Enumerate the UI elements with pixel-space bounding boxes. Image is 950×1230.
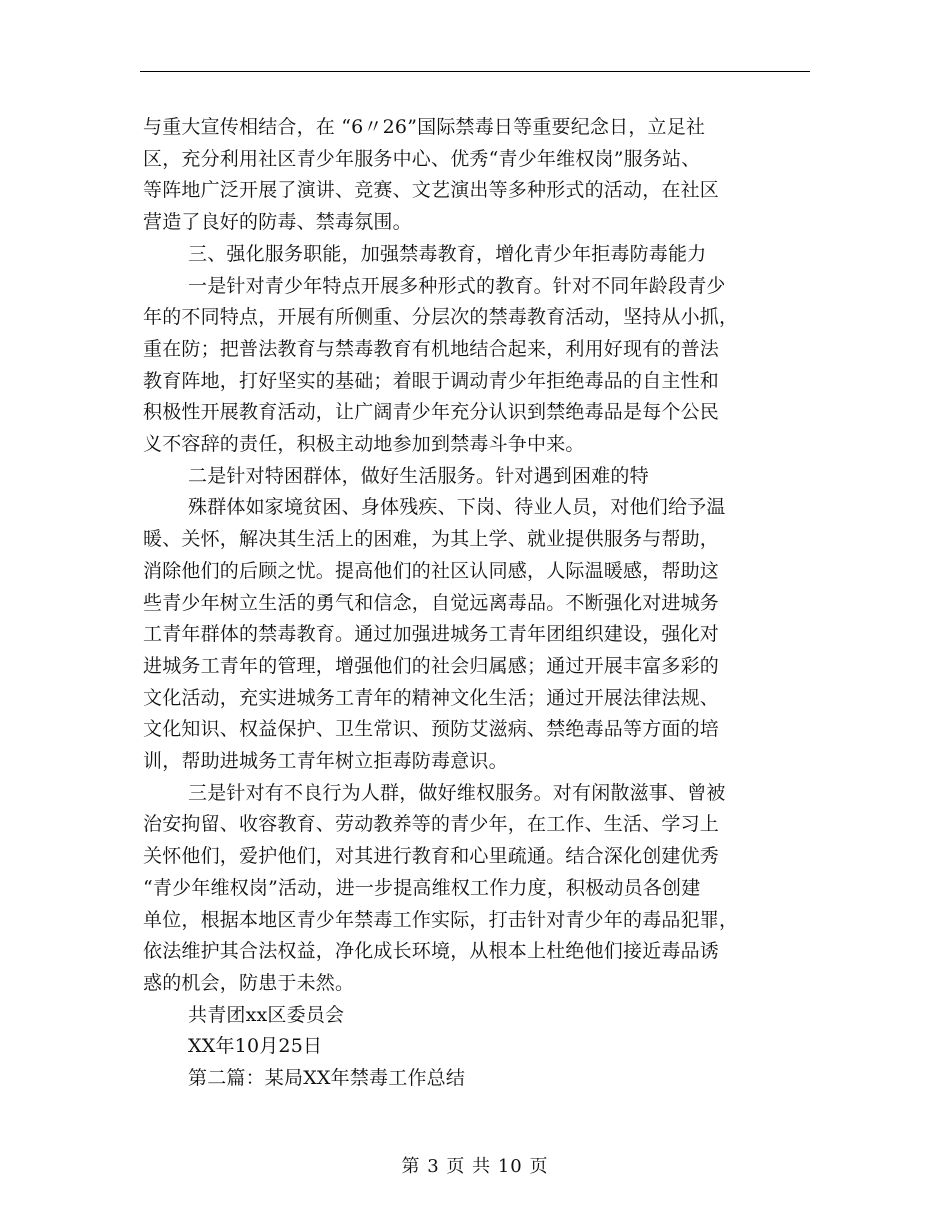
text-line: 暖、关怀，解决其生活上的困难，为其上学、就业提供服务与帮助， xyxy=(143,528,720,551)
text-line: 殊群体如家境贫困、身体残疾、下岗、待业人员，对他们给予温 xyxy=(188,496,726,519)
text-line: 单位，根据本地区青少年禁毒工作实际，打击针对青少年的毒品犯罪， xyxy=(143,908,739,931)
text-line: 治安拘留、收容教育、劳动教养等的青少年，在工作、生活、学习上 xyxy=(143,813,720,836)
page-number: 第 3 页 共 10 页 xyxy=(401,1156,549,1177)
text-line: 教育阵地，打好坚实的基础；着眼于调动青少年拒绝毒品的自主性和 xyxy=(143,369,720,392)
text-line: 三是针对有不良行为人群，做好维权服务。对有闲散滋事、曾被 xyxy=(188,781,726,804)
text-line: 工青年群体的禁毒教育。通过加强进城务工青年团组织建设，强化对 xyxy=(143,623,720,646)
text-line: 义不容辞的责任，积极主动地参加到禁毒斗争中来。 xyxy=(143,433,585,456)
text-line: 文化知识、权益保护、卫生常识、预防艾滋病、禁绝毒品等方面的培 xyxy=(143,718,720,741)
text-line: 区，充分利用社区青少年服务中心、优秀“青少年维权岗”服务站、 xyxy=(143,147,701,170)
text-line: 共青团xx区委员会 xyxy=(188,1003,345,1026)
text-line: 二是针对特困群体，做好生活服务。针对遇到困难的特 xyxy=(188,464,649,487)
text-line: 与重大宣传相结合，在 “6〃26”国际禁毒日等重要纪念日，立足社 xyxy=(143,116,706,138)
text-line: 些青少年树立生活的勇气和信念，自觉远离毒品。不断强化对进城务 xyxy=(143,591,720,614)
text-line: 关怀他们，爱护他们，对其进行教育和心里疏通。结合深化创建优秀 xyxy=(143,845,720,868)
text-line: 惑的机会，防患于未然。 xyxy=(143,971,355,994)
page-footer xyxy=(0,1152,950,1178)
text-line: 文化活动，充实进城务工青年的精神文化生活；通过开展法律法规、 xyxy=(143,686,720,709)
text-line: 积极性开展教育活动，让广阔青少年充分认识到禁绝毒品是每个公民 xyxy=(143,401,720,424)
header-rule xyxy=(140,71,810,72)
text-line: 训，帮助进城务工青年树立拒毒防毒意识。 xyxy=(143,750,508,773)
text-line: 消除他们的后顾之忧。提高他们的社区认同感，人际温暖感，帮助这 xyxy=(143,559,720,582)
text-line: 进城务工青年的管理，增强他们的社会归属感；通过开展丰富多彩的 xyxy=(143,654,720,677)
text-line: 营造了良好的防毒、禁毒氛围。 xyxy=(143,211,412,234)
text-line: 一是针对青少年特点开展多种形式的教育。针对不同年龄段青少 xyxy=(188,274,726,297)
text-line: 重在防；把普法教育与禁毒教育有机地结合起来，利用好现有的普法 xyxy=(143,337,720,360)
text-line: 依法维护其合法权益，净化成长环境，从根本上杜绝他们接近毒品诱 xyxy=(143,940,720,963)
text-line: 年的不同特点，开展有所侧重、分层次的禁毒教育活动，坚持从小抓， xyxy=(143,306,739,329)
text-line: XX年10月25日 xyxy=(188,1035,323,1058)
text-line: “青少年维权岗”活动，进一步提高维权工作力度，积极动员各创建 xyxy=(143,876,701,899)
text-line: 第二篇：某局XX年禁毒工作总结 xyxy=(188,1067,466,1090)
document-body xyxy=(143,112,813,1095)
text-line: 三、强化服务职能，加强禁毒教育，增化青少年拒毒防毒能力 xyxy=(188,242,707,265)
text-line: 等阵地广泛开展了演讲、竞赛、文艺演出等多种形式的活动，在社区 xyxy=(143,179,720,202)
